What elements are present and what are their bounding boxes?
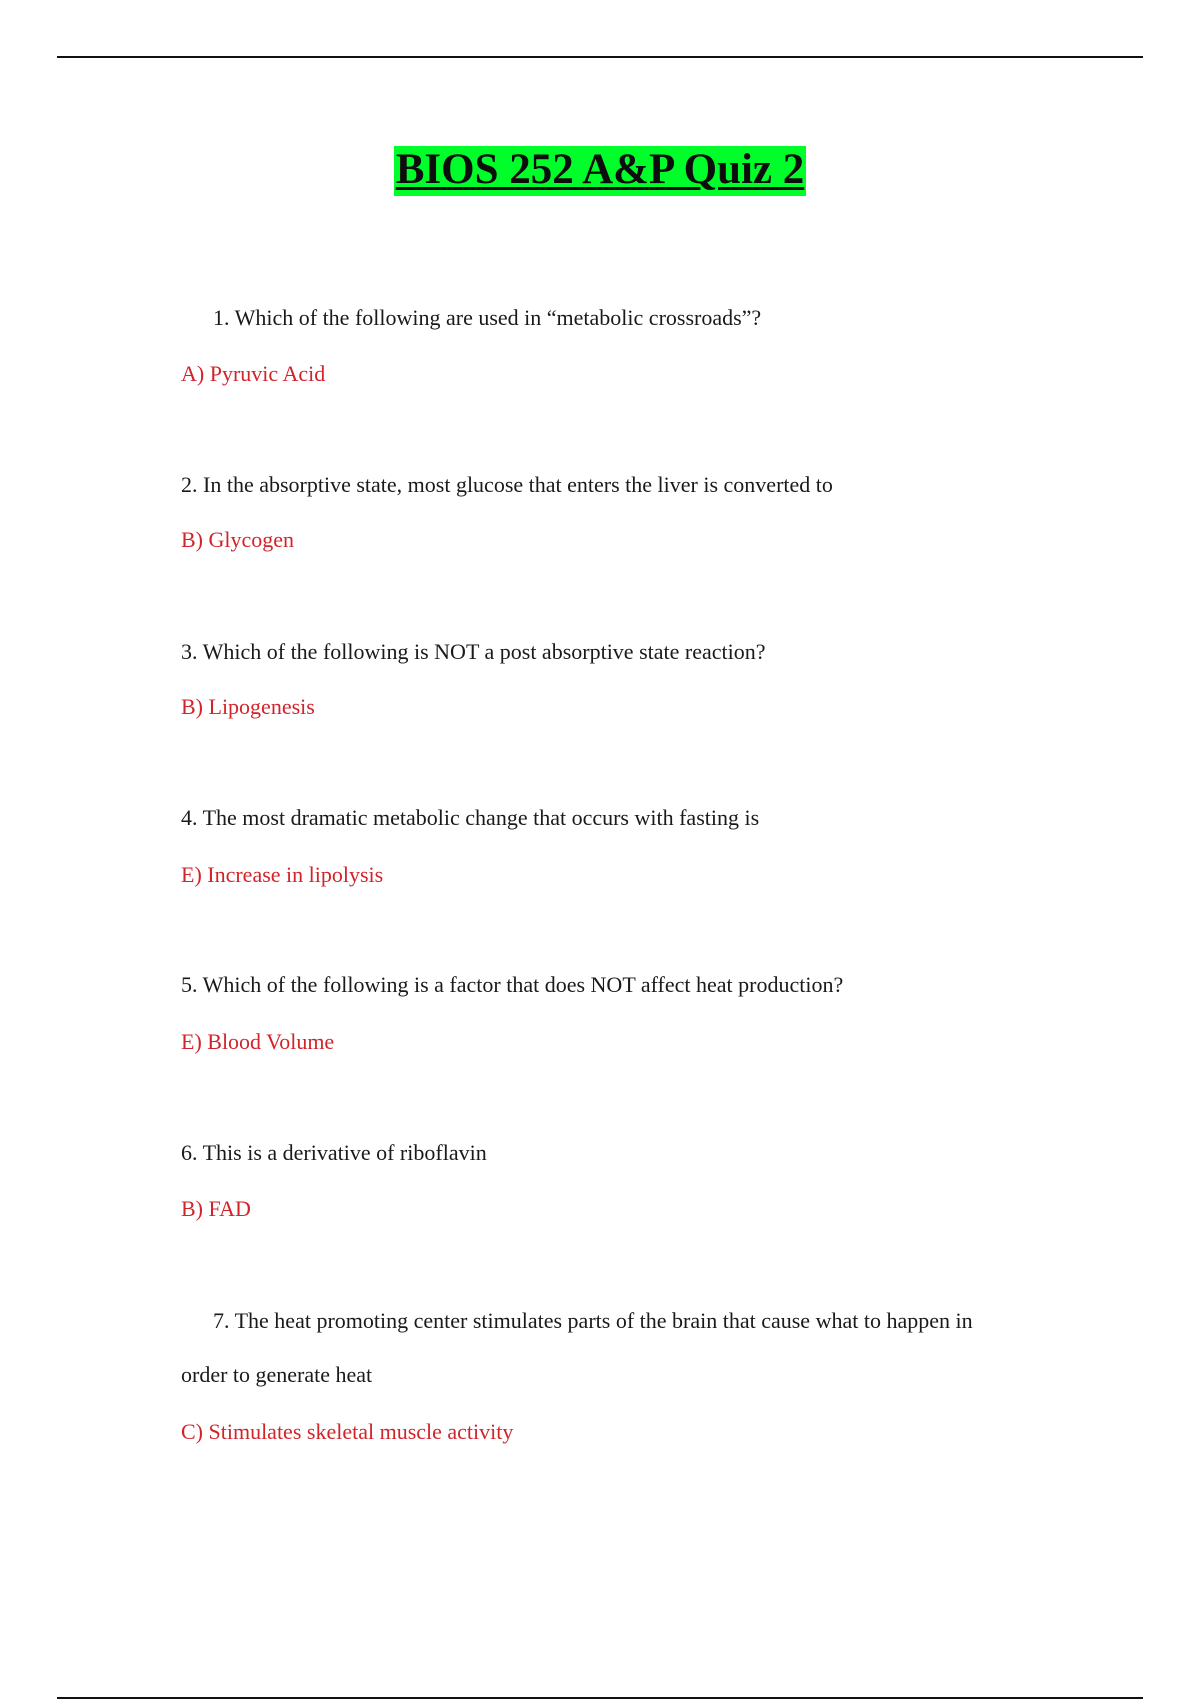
question-2: 2. In the absorptive state, most glucose that enters the liver is converted to — [181, 472, 833, 497]
question-7: 7. The heat promoting center stimulates parts of the brain that cause what to happen in — [213, 1308, 973, 1333]
question-5: 5. Which of the following is a factor that does NOT affect heat production? — [181, 972, 844, 997]
answer-3: B) Lipogenesis — [181, 694, 315, 719]
top-rule — [57, 56, 1143, 58]
question-3: 3. Which of the following is NOT a post absorptive state reaction? — [181, 639, 766, 664]
question-4: 4. The most dramatic metabolic change that occurs with fasting is — [181, 805, 760, 830]
title-container — [0, 146, 1200, 196]
answer-4: E) Increase in lipolysis — [181, 862, 384, 887]
question-7-continued: order to generate heat — [181, 1362, 373, 1387]
question-1: 1. Which of the following are used in “metabolic crossroads”? — [213, 305, 762, 330]
bottom-rule — [57, 1697, 1143, 1699]
answer-6: B) FAD — [181, 1196, 251, 1221]
question-6: 6. This is a derivative of riboflavin — [181, 1140, 487, 1165]
answer-5: E) Blood Volume — [181, 1029, 335, 1054]
answer-2: B) Glycogen — [181, 527, 295, 552]
answer-7: C) Stimulates skeletal muscle activity — [181, 1419, 514, 1444]
page-title: BIOS 252 A&P Quiz 2 — [394, 146, 807, 196]
answer-1: A) Pyruvic Acid — [181, 361, 326, 386]
